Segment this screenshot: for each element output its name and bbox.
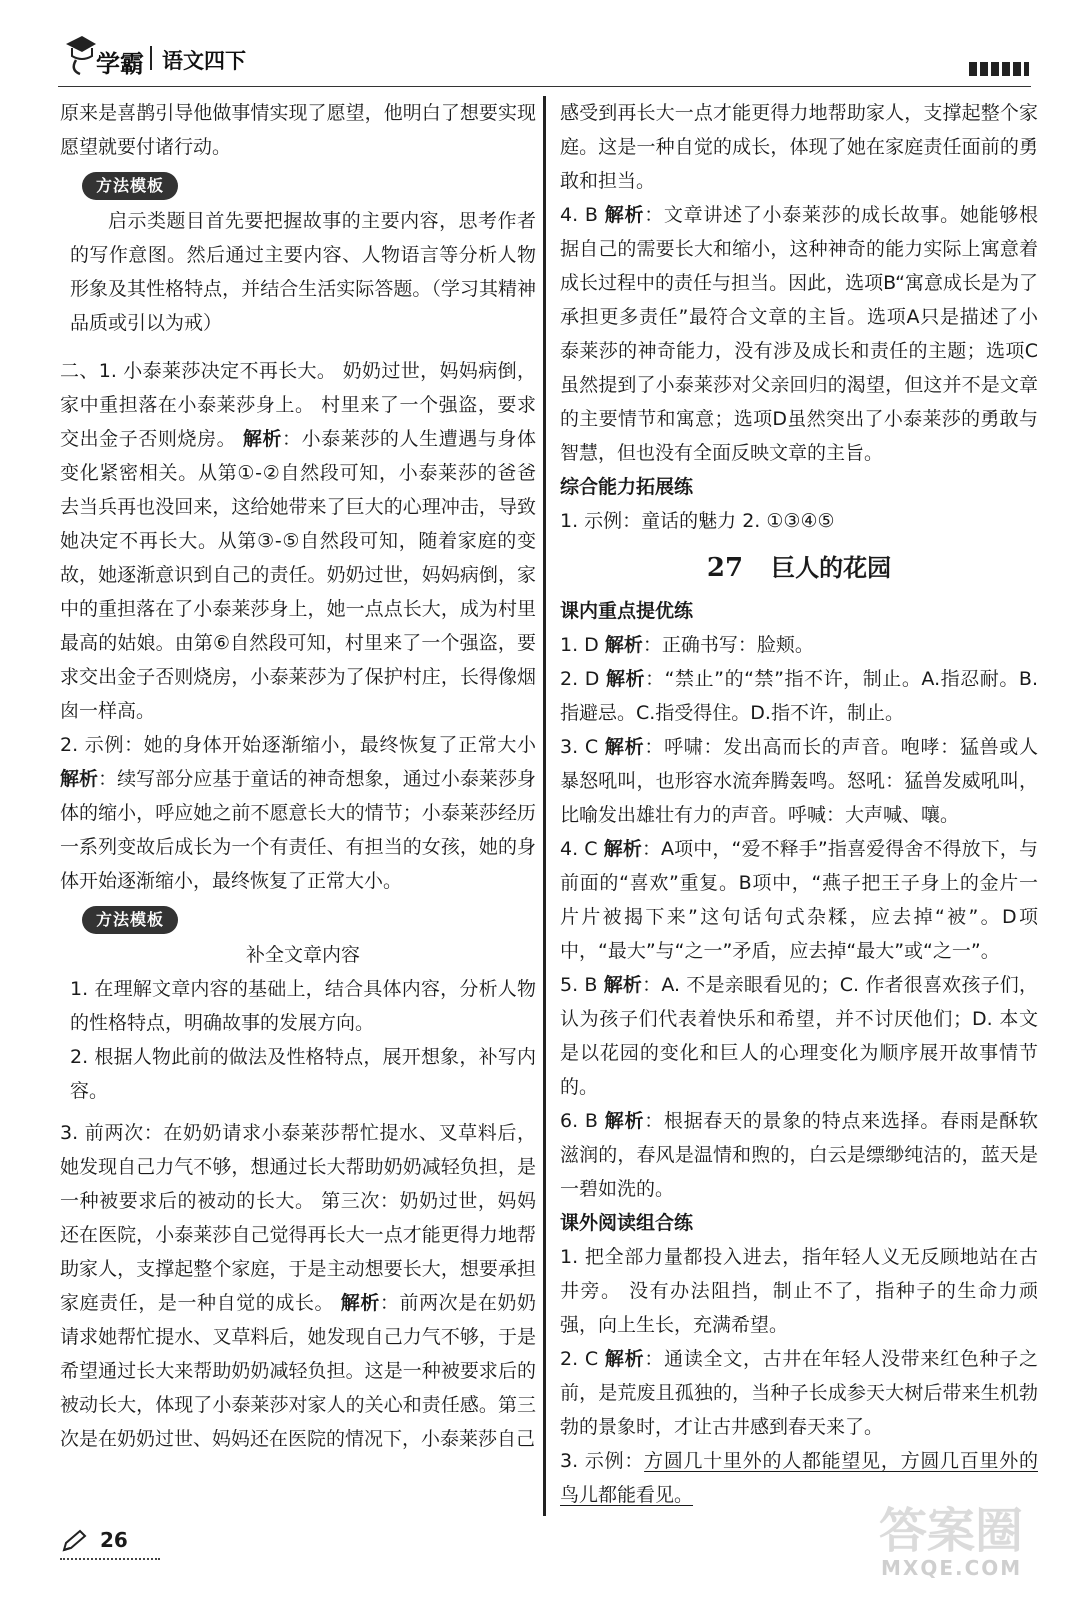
answer-num: 6. B [560,1110,598,1132]
answer-text: 2. 示例：她的身体开始逐渐缩小，最终恢复了正常大小 [60,734,536,756]
header-rule [58,86,1031,87]
answer-text: 3. 前两次：在奶奶请求小泰莱莎帮忙提水、叉草料后，她发现自己力气不够，想通过长大帮助奶奶减轻负担，是一种被要求后的被动的长大。 第三次：奶奶过世，妈妈还在医院，小泰莱莎自己觉得再长大一点才能更得力地帮助家人，支撑起整个家庭，于是主动想要长大，想要承担家庭责任，是一种自觉的成长。 [60,1122,536,1314]
subject-title: 语文四下 [162,49,246,73]
answer-2-2 [60,728,536,898]
analysis-label: 解析 [603,838,642,860]
column-divider [543,96,546,1516]
answer-item [560,1342,1038,1444]
section-heading: 课外阅读组合练 [560,1212,694,1234]
analysis-label: 解析 [60,768,99,790]
method-title: 补全文章内容 [245,944,360,966]
analysis-label: 解析 [604,736,645,758]
paragraph: 原来是喜鹊引导他做事情实现了愿望，他明白了想要实现愿望就要付诸行动。 [60,102,536,158]
answer-line: 1. 示例：童话的魅力 2. ①③④⑤ [560,510,835,532]
method-item: 2. 根据人物此前的做法及性格特点，展开想象，补写内容。 [70,1046,536,1102]
analysis-label: 解析 [604,1348,645,1370]
answer-item [560,968,1038,1104]
answer-num: 2. C [560,1348,599,1370]
method-template-badge: 方法模板 [82,172,178,200]
answer-num: 2. D [560,668,600,690]
answer-item [560,628,1038,662]
method-template-badge: 方法模板 [82,906,178,934]
header-separator [150,46,152,70]
method-box [60,938,536,1108]
analysis-text: ：根据春天的景象的特点来选择。春雨是酥软滋润的，春风是温情和煦的，白云是缥缈纯洁的，蓝天是一碧如洗的。 [560,1110,1038,1200]
answer-num: 4. C [560,838,598,860]
answer-item [560,662,1038,730]
page-footer [60,1524,200,1564]
answer-item [560,730,1038,832]
answer-3 [60,1116,536,1456]
method-item: 1. 在理解文章内容的基础上，结合具体内容，分析人物的性格特点，明确故事的发展方向。 [70,978,536,1034]
analysis-label: 解析 [242,428,283,450]
answer-item [560,832,1038,968]
left-column [60,96,536,1456]
method-box [60,204,536,340]
method-text: 启示类题目首先要把握故事的主要内容，思考作者的写作意图。然后通过主要内容、人物语言等分析人物形象及其性格特点，并结合生活实际答题。（学习其精神品质或引以为戒） [70,210,536,334]
analysis-text: ：通读全文，古井在年轻人没带来红色种子之前，是荒废且孤独的，当种子长成参天大树后带来生机勃勃的景象时，才让古井感到春天来了。 [560,1348,1038,1438]
answer-num: 3. C [560,736,599,758]
answer-num: 5. B [560,974,598,996]
analysis-text: ：呼啸：发出高而长的声音。咆哮：猛兽或人暴怒吼叫，也形容水流奔腾轰鸣。怒吼：猛兽发威吼叫，比喻发出雄壮有力的声音。呼喊：大声喊、嚷。 [560,736,1038,826]
pencil-icon [60,1528,90,1554]
analysis-text: ：前两次是在奶奶请求她帮忙提水、叉草料后，她发现自己力气不够，于是希望通过长大来帮助奶奶减轻负担。这是一种被要求后的被动长大，体现了小泰莱莎对家人的关心和责任感。第三次是在奶奶过世、妈妈还在医院的情况下，小泰莱莎自己 [60,1292,536,1450]
analysis-label: 解析 [604,634,643,656]
brand-name: 学霸 [96,50,144,78]
analysis-label: 解析 [340,1292,380,1314]
analysis-text: ：文章讲述了小泰莱莎的成长故事。她能够根据自己的需要长大和缩小，这种神奇的能力实际上寓意着成长过程中的责任与担当。因此，选项B“寓意成长是为了承担更多责任”最符合文章的主旨。选项A只是描述了小泰莱莎的神奇能力，没有涉及成长和责任的主题；选项C虽然提到了小泰莱莎对父亲回归的渴望，但这并不是文章的主要情节和寓意；选项D虽然突出了小泰莱莎的勇敢与智慧，但也没有全面反映文章的主旨。 [560,204,1038,464]
answer-item [560,1104,1038,1206]
underlined-answer: 方圆几十里外的人都能望见，方圆几百里外的鸟儿都能看见。 [560,1450,1038,1506]
section-heading: 综合能力拓展练 [560,476,694,498]
page-header [0,0,1089,90]
lesson-name: 巨人的花园 [771,554,892,582]
answer-4 [560,198,1038,470]
lesson-number: 27 [706,553,744,583]
paragraph: 感受到再长大一点才能更得力地帮助家人，支撑起整个家庭。这是一种自觉的成长，体现了她在家庭责任面前的勇敢和担当。 [560,102,1038,192]
answer-text: 二、1. 小泰莱莎决定不再长大。 奶奶过世，妈妈病倒，家中重担落在小泰莱莎身上。 村里来了一个强盗，要求交出金子否则烧房。 [60,360,536,450]
analysis-label: 解析 [603,974,643,996]
analysis-text: ：“禁止”的“禁”指不许，制止。A.指忍耐。B.指避忌。C.指受得住。D.指不许，制止。 [560,668,1038,724]
analysis-label: 解析 [604,204,645,226]
analysis-label: 解析 [604,1110,645,1132]
section-heading: 课内重点提优练 [560,600,694,622]
watermark-text: MXQE.COM [881,1556,1023,1580]
analysis-text: ：正确书写：脸颊。 [642,634,814,656]
watermark [869,1488,1069,1588]
answer-num: 3. 示例： [560,1450,645,1472]
analysis-text: ：A. 不是亲眼看见的；C. 作者很喜欢孩子们，认为孩子们代表着快乐和希望，并不讨厌他们；D. 本文是以花园的变化和巨人的心理变化为顺序展开故事情节的。 [560,974,1039,1098]
analysis-text: ：续写部分应基于童话的神奇想象，通过小泰莱莎身体的缩小，呼应她之前不愿意长大的情节；小泰莱莎经历一系列变故后成长为一个有责任、有担当的女孩，她的身体开始逐渐缩小，最终恢复了正常大小。 [60,768,536,892]
analysis-label: 解析 [605,668,646,690]
page-number: 26 [100,1528,128,1552]
watermark-logo: 答案圈 [879,1503,1024,1559]
answer-num: 4. B [560,204,598,226]
answer-2-1 [60,354,536,728]
footer-rule [60,1558,160,1560]
analysis-text: ：A项中，“爱不释手”指喜爱得舍不得放下，与前面的“喜欢”重复。B项中，“燕子把王子身上的金片一片片被揭下来”这句话句式杂糅，应去掉“被”。D项中，“最大”与“之一”矛盾，应去掉“最大”或“之一”。 [560,838,1038,962]
lesson-title [560,548,1038,588]
answer-item: 1. 把全部力量都投入进去，指年轻人义无反顾地站在古井旁。 没有办法阻挡，制止不了，指种子的生命力顽强，向上生长，充满希望。 [560,1246,1038,1336]
analysis-text: ：小泰莱莎的人生遭遇与身体变化紧密相关。从第①-②自然段可知，小泰莱莎的爸爸去当兵再也没回来，这给她带来了巨大的心理冲击，导致她决定不再长大。从第③-⑤自然段可知，随着家庭的变故，她逐渐意识到自己的责任。奶奶过世，妈妈病倒，家中的重担落在了小泰莱莎身上，她一点点长大，成为村里最高的姑娘。由第⑥自然段可知，村里来了一个强盗，要求交出金子否则烧房，小泰莱莎为了保护村庄，长得像烟囱一样高。 [60,428,536,722]
header-decoration [969,62,1029,76]
graduation-cap-icon [62,30,98,76]
right-column [560,96,1038,1512]
answer-num: 1. D [560,634,599,656]
